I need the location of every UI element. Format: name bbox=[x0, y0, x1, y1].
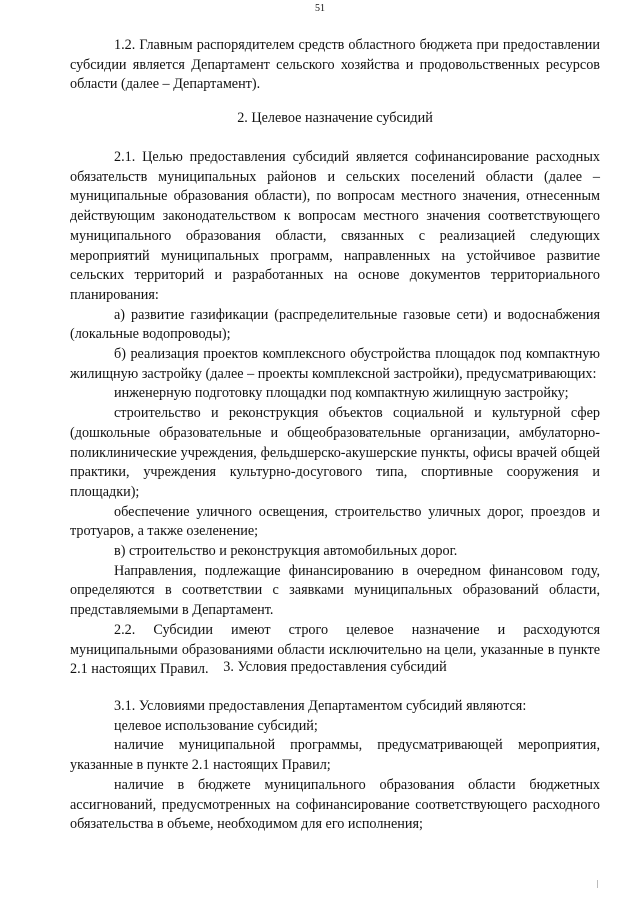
list-item-a: а) развитие газификации (распределительные газовые сети) и водоснабжения (локальные водопроводы); bbox=[70, 306, 600, 343]
paragraph-2-1: 2.1. Целью предоставления субсидий является софинансирование расходных обязательств муниципальных районов и сельских поселений области (далее – муниципальные образования области), по вопросам местного значения, отнесенным действующим законодательством к вопросам местного значения соответствующего муниципального образования области, связанных с реализацией следующих мероприятий муниципальных программ, направленных на устойчивое развитие сельских территорий и разработанных на основе документов территориального планирования: bbox=[70, 149, 600, 303]
paragraph-1-2: 1.2. Главным распорядителем средств областного бюджета при предоставлении субсидии является Департамент сельского хозяйства и продовольственных ресурсов области (далее – Департамент). bbox=[70, 37, 600, 93]
paragraph-3-1: 3.1. Условиями предоставления Департаментом субсидий являются: bbox=[114, 698, 527, 714]
condition-3: наличие в бюджете муниципального образования области бюджетных ассигнований, предусмотренных на софинансирование соответствующего расходного обязательства в объеме, необходимом для его исполнения; bbox=[70, 776, 600, 833]
section-2-text bbox=[70, 148, 600, 680]
condition-2: наличие муниципальной программы, предусматривающей мероприятия, указанные в пункте 2.1 настоящих Правил; bbox=[70, 737, 600, 774]
section-3-text bbox=[70, 697, 600, 835]
section-1-text bbox=[70, 36, 600, 95]
paragraph-2-2: 2.2. Субсидии имеют строго целевое назначение и расходуются муниципальными образованиями области исключительно на цели, указанные в пункте 2.1 настоящих Правил. bbox=[70, 621, 600, 678]
paragraph-directions: Направления, подлежащие финансированию в очередном финансовом году, определяются в соответствии с заявками муниципальных образований области, представляемыми в Департамент. bbox=[70, 562, 600, 619]
list-item-b-1: инженерную подготовку площадки под компактную жилищную застройку; bbox=[114, 385, 569, 402]
scan-mark bbox=[597, 880, 598, 888]
section-2-heading: 2. Целевое назначение субсидий bbox=[237, 110, 433, 126]
condition-1: целевое использование субсидий; bbox=[114, 717, 318, 734]
page-number: 51 bbox=[315, 3, 325, 14]
section-3-heading: 3. Условия предоставления субсидий bbox=[223, 659, 447, 675]
list-item-b-2: строительство и реконструкция объектов социальной и культурной сфер (дошкольные образовательные и общеобразовательные организации, амбулаторно-поликлинические учреждения, фельдшерско-акушерские пункты, офисы врачей общей практики, учреждения культурно-досугового типа, спортивные сооружения и площадки); bbox=[70, 405, 600, 500]
list-item-b: б) реализация проектов комплексного обустройства площадок под компактную жилищную застройку (далее – проекты комплексной застройки), предусматривающих: bbox=[70, 346, 600, 382]
list-item-c: в) строительство и реконструкция автомобильных дорог. bbox=[114, 543, 458, 560]
list-item-b-3: обеспечение уличного освещения, строительство уличных дорог, проездов и тротуаров, а также озеленение; bbox=[70, 503, 600, 540]
